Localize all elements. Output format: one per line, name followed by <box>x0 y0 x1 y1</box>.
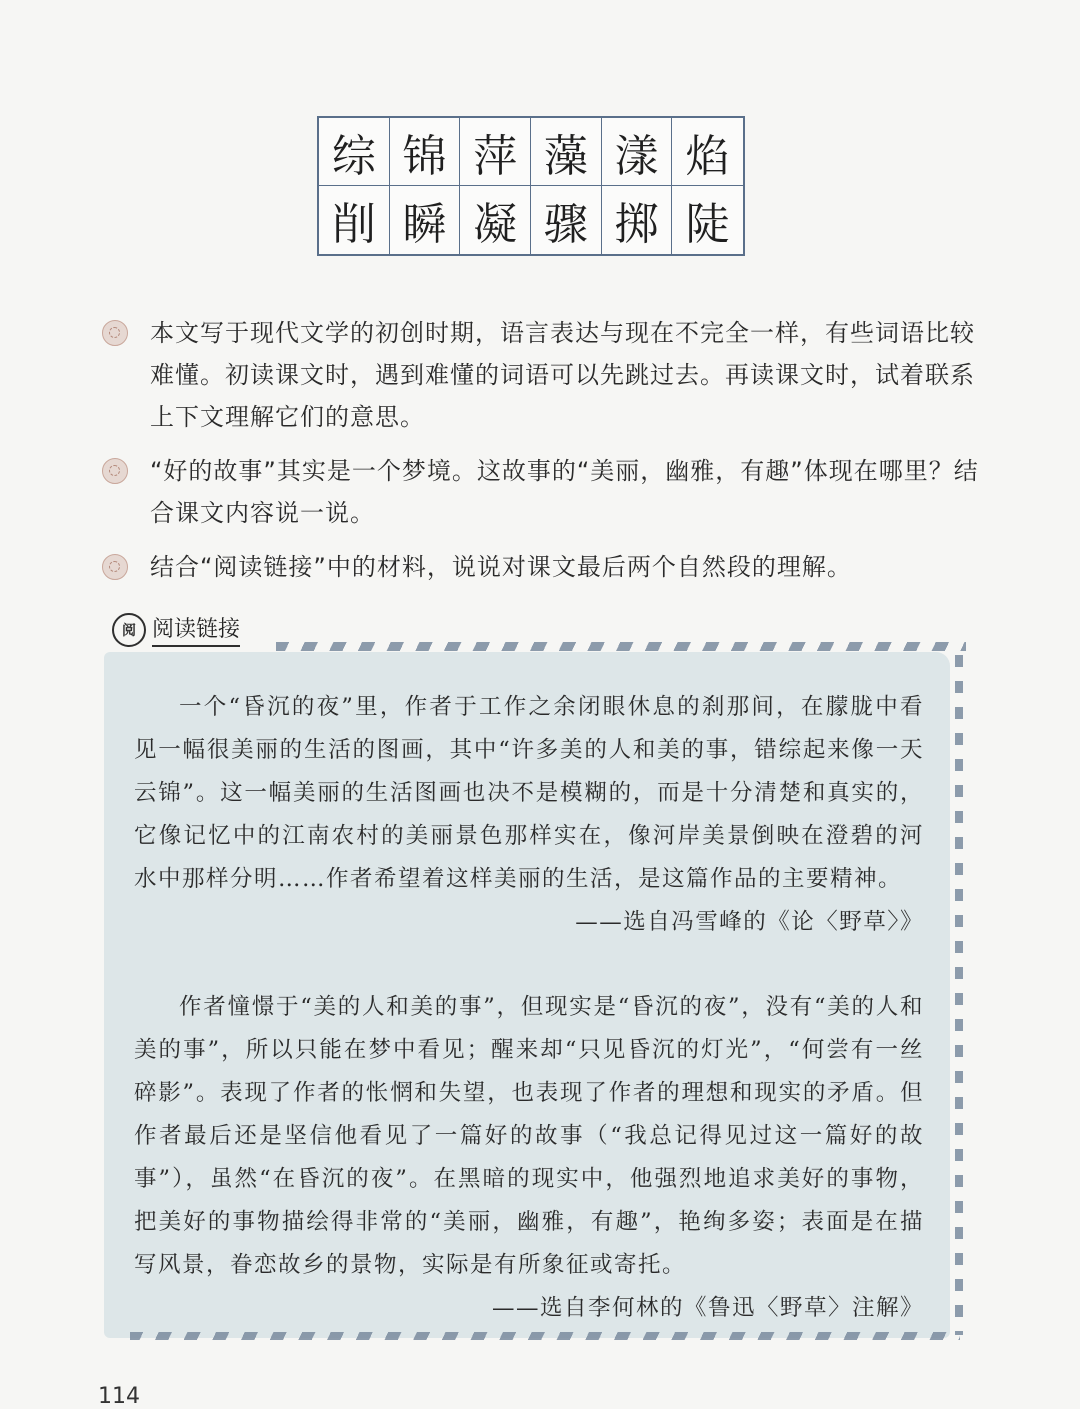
flower-bullet-icon <box>102 458 128 484</box>
question-text: 结合“阅读链接”中的材料，说说对课文最后两个自然段的理解。 <box>150 553 852 581</box>
excerpt-paragraph: 一个“昏沉的夜”里，作者于工作之余闭眼休息的刹那间，在朦胧中看见一幅很美丽的生活的图画，其中“许多美的人和美的事，错综起来像一天云锦”。这一幅美丽的生活图画也决不是模糊的，而是十分清楚和真实的，它像记忆中的江南农村的美丽景色那样实在，像河岸美景倒映在澄碧的河水中那样分明……作者希望着这样美丽的生活，是这篇作品的主要精神。 <box>134 694 924 892</box>
char-cell: 藻 <box>531 118 602 186</box>
char-cell: 瞬 <box>390 186 461 254</box>
study-questions <box>100 312 980 600</box>
question-item <box>100 450 980 534</box>
vocabulary-grid <box>317 116 745 256</box>
dashed-border-right <box>955 655 963 1335</box>
question-text: “好的故事”其实是一个梦境。这故事的“美丽，幽雅，有趣”体现在哪里？结合课文内容说一说。 <box>150 457 979 527</box>
dashed-border-bottom <box>130 1332 960 1340</box>
char-cell: 骤 <box>531 186 602 254</box>
reading-link-header <box>112 612 240 647</box>
excerpt-source: ——选自冯雪峰的《论〈野草〉》 <box>575 909 924 935</box>
char-cell: 陡 <box>685 199 730 250</box>
char-cell: 综 <box>319 118 390 186</box>
question-item <box>100 312 980 438</box>
char-cell: 锦 <box>390 118 461 186</box>
char-cell: 漾 <box>602 118 673 186</box>
excerpt-source: ——选自李何林的《鲁迅〈野草〉注解》 <box>491 1295 924 1321</box>
char-cell: 萍 <box>460 118 531 186</box>
dashed-border-top <box>276 642 966 651</box>
page-number: 114 <box>98 1384 140 1409</box>
flower-bullet-icon <box>102 320 128 346</box>
char-cell: 削 <box>319 186 390 254</box>
char-cell: 掷 <box>602 186 673 254</box>
char-cell: 焰 <box>672 118 743 186</box>
reading-link-title: 阅读链接 <box>152 612 240 647</box>
question-item <box>100 546 980 588</box>
book-icon: 阅 <box>112 613 146 647</box>
flower-bullet-icon <box>102 554 128 580</box>
excerpt-paragraph: 作者憧憬于“美的人和美的事”，但现实是“昏沉的夜”，没有“美的人和美的事”，所以只能在梦中看见；醒来却“只见昏沉的灯光”，“何尝有一丝碎影”。表现了作者的怅惘和失望，也表现了作者的理想和现实的矛盾。但作者最后还是坚信他看见了一篇好的故事（“我总记得见过这一篇好的故事”），虽然“在昏沉的夜”。在黑暗的现实中，他强烈地追求美好的事物，把美好的事物描绘得非常的“美丽，幽雅，有趣”，艳绚多姿；表面是在描写风景，眷恋故乡的景物，实际是有所象征或寄托。 <box>134 994 924 1278</box>
question-text: 本文写于现代文学的初创时期，语言表达与现在不完全一样，有些词语比较难懂。初读课文时，遇到难懂的词语可以先跳过去。再读课文时，试着联系上下文理解它们的意思。 <box>150 319 975 431</box>
reading-link-content <box>134 686 924 1330</box>
char-cell: 凝 <box>460 186 531 254</box>
